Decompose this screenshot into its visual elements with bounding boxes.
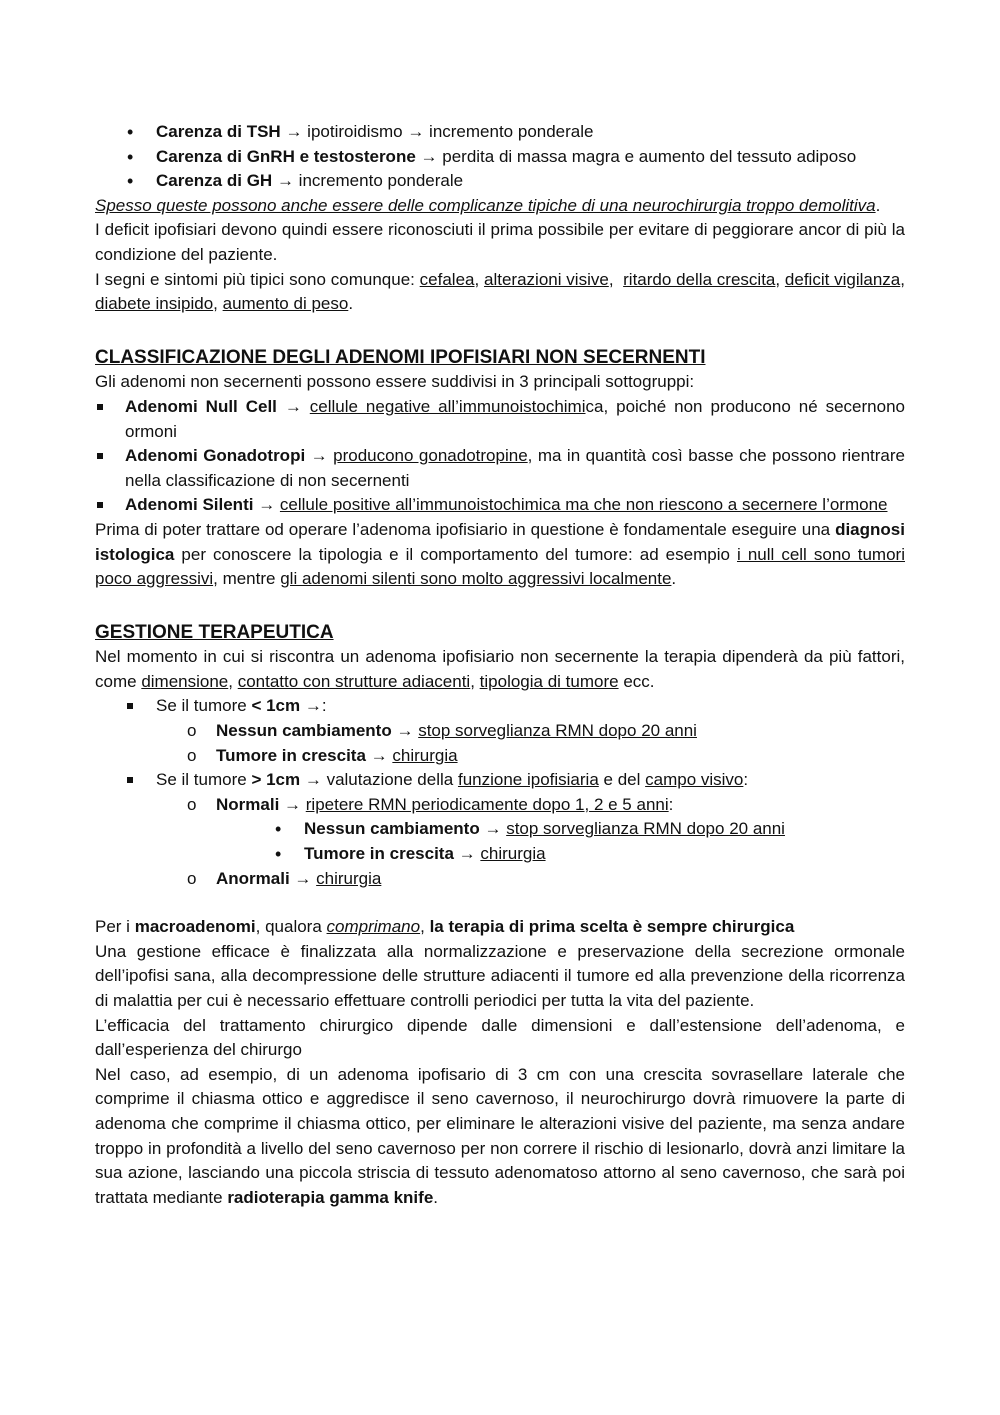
list-item: Se il tumore > 1cm → valutazione della funzione ipofisiaria e del campo visivo: xyxy=(95,768,905,793)
list-item: Adenomi Null Cell → cellule negative all’immunoistochimica, poiché non producono né secernono ormoni xyxy=(95,395,905,444)
list-item: Adenomi Gonadotropi → producono gonadotropine, ma in quantità così basse che possono rientrare nella classificazione di non secernenti xyxy=(95,444,905,493)
therapy-tree xyxy=(95,694,905,891)
section-heading: GESTIONE TERAPEUTICA xyxy=(95,621,334,643)
list-item: • Nessun cambiamento → stop sorveglianza RMN dopo 20 anni xyxy=(95,817,905,842)
list-item: o Normali → ripetere RMN periodicamente dopo 1, 2 e 5 anni: xyxy=(95,793,905,818)
paragraph: Nel caso, ad esempio, di un adenoma ipofisario di 3 cm con una crescita sovrasellare laterale che comprime il chiasma ottico e aggredisce il seno cavernoso, il neurochirurgo dovrà rimuovere la parte di adenoma che comprime il chiasma ottico, per eliminare le alterazioni visive del paziente, ma senza andare troppo in profondità a livello del seno cavernoso per non correre il rischio di lesionarlo, dovrà anzi limitare la sua azione, lasciando una piccola striscia di tessuto adenomatoso attorno al seno cavernoso, che sarà poi trattata mediante radioterapia gamma knife. xyxy=(95,1064,905,1207)
list-item: Se il tumore < 1cm →: xyxy=(95,694,905,719)
paragraph: Una gestione efficace è finalizzata alla normalizzazione e preservazione della secrezione ormonale dell’ipofisi sana, alla decompressione delle strutture adiacenti il tumore ed alla prevenzione della ricorrenza di malattia per cui è necessario effettuare controlli periodici per tutta la vita del paziente. xyxy=(95,941,905,1010)
paragraph: Nel momento in cui si riscontra un adenoma ipofisiario non secernente la terapia dipenderà da più fattori, come dimensione, contatto con strutture adiacenti, tipologia di tumore ecc. xyxy=(95,647,905,691)
list-item: o Nessun cambiamento → stop sorveglianza RMN dopo 20 anni xyxy=(95,719,905,744)
paragraph: Prima di poter trattare od operare l’adenoma ipofisiario in questione è fondamentale eseguire una diagnosi istologica per conoscere la tipologia e il comportamento del tumore: ad esempio i null cell sono tumori poco aggressivi, mentre gli adenomi silenti sono molto aggressivi localmente. xyxy=(95,519,905,589)
paragraph: Gli adenomi non secernenti possono essere suddivisi in 3 principali sottogruppi: xyxy=(95,372,695,392)
subgroup-list xyxy=(95,395,905,518)
section-heading: CLASSIFICAZIONE DEGLI ADENOMI IPOFISIARI NON SECERNENTI xyxy=(95,346,706,368)
list-item: • Tumore in crescita → chirurgia xyxy=(95,842,905,867)
paragraph: Per i macroadenomi, qualora comprimano, la terapia di prima scelta è sempre chirurgica xyxy=(95,917,795,937)
list-item: Adenomi Silenti → cellule positive all’immunoistochimica ma che non riescono a secernere l’ormone xyxy=(95,493,905,518)
paragraph: I deficit ipofisiari devono quindi essere riconosciuti il prima possibile per evitare di peggiorare ancor di più la condizione del paziente. xyxy=(95,220,905,264)
list-item: • Carenza di GnRH e testosterone → perdita di massa magra e aumento del tessuto adiposo xyxy=(95,145,905,170)
list-item: o Tumore in crescita → chirurgia xyxy=(95,744,905,769)
paragraph: L’efficacia del trattamento chirurgico dipende dalle dimensioni e dall’estensione dell’adenoma, e dall’esperienza del chirurgo xyxy=(95,1015,905,1060)
list-item: • Carenza di GH → incremento ponderale xyxy=(95,169,905,194)
italic-note: Spesso queste possono anche essere delle complicanze tipiche di una neurochirurgia troppo demolitiva. xyxy=(95,195,881,215)
signs-paragraph: I segni e sintomi più tipici sono comunque: cefalea, alterazioni visive, ritardo della crescita, deficit vigilanza, diabete insipido, aumento di peso. xyxy=(95,269,905,314)
list-item: • Carenza di TSH → ipotiroidismo → incremento ponderale xyxy=(95,120,905,145)
deficit-list xyxy=(95,120,905,194)
list-item: o Anormali → chirurgia xyxy=(95,867,905,892)
